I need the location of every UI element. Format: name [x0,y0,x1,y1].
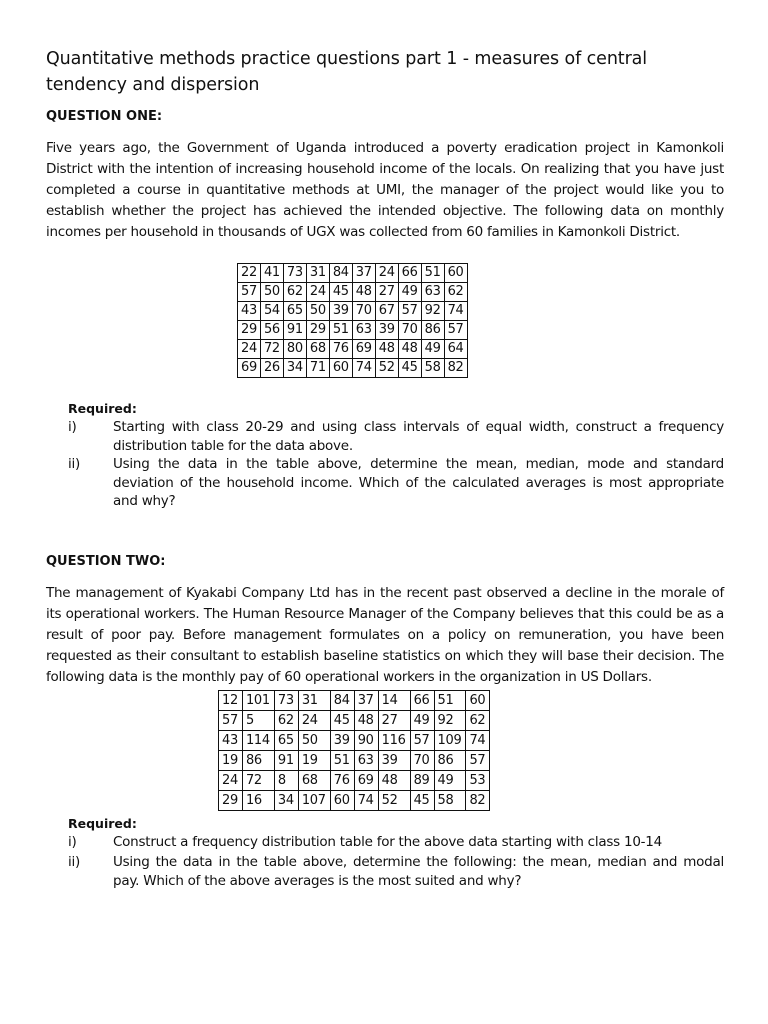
table-cell: 57 [219,710,243,730]
table-cell: 45 [329,283,352,302]
table-row [219,750,490,770]
question-two-requirements [46,833,724,891]
table-cell: 109 [434,730,466,750]
question-one-requirements [46,418,724,511]
table-cell: 31 [298,690,330,710]
table-cell: 60 [444,264,467,283]
requirement-item [46,833,724,852]
table-cell: 45 [330,710,354,730]
table-cell: 56 [260,321,283,340]
table-cell: 54 [260,302,283,321]
table-cell: 73 [283,264,306,283]
table-cell: 69 [352,340,375,359]
table-row [219,690,490,710]
table-cell: 90 [354,730,378,750]
table-cell: 66 [398,264,421,283]
table-cell: 50 [306,302,329,321]
table-cell: 24 [375,264,398,283]
table-cell: 65 [283,302,306,321]
table-cell: 51 [329,321,352,340]
table-cell: 86 [421,321,444,340]
table-cell: 14 [378,690,410,710]
table-cell: 86 [434,750,466,770]
table-cell: 69 [354,770,378,790]
table-cell: 5 [242,710,274,730]
table-row [219,790,490,810]
table-cell: 70 [398,321,421,340]
table-cell: 34 [274,790,298,810]
table-cell: 34 [283,359,306,378]
question-two-heading: QUESTION TWO: [46,553,166,569]
table-cell: 49 [434,770,466,790]
table-cell: 45 [398,359,421,378]
table-cell: 41 [260,264,283,283]
requirement-text: Starting with class 20-29 and using class intervals of equal width, construct a frequency distribution table for the data above. [113,419,724,454]
table-cell: 48 [378,770,410,790]
table-cell: 48 [352,283,375,302]
document-title: Quantitative methods practice questions part 1 - measures of central tendency and dispersion [46,49,648,95]
table-cell: 68 [306,340,329,359]
table-cell: 63 [354,750,378,770]
question-two [46,553,724,891]
table-cell: 39 [378,750,410,770]
table-cell: 12 [219,690,243,710]
table-row [238,264,468,283]
table-cell: 64 [444,340,467,359]
table-cell: 74 [444,302,467,321]
table-cell: 63 [352,321,375,340]
table-cell: 69 [238,359,261,378]
table-cell: 39 [330,730,354,750]
table-cell: 116 [378,730,410,750]
question-one-body: Five years ago, the Government of Uganda introduced a poverty eradication project in Kamonkoli District with the intention of increasing household income of the locals. On realizing that you have just completed a course in quantitative methods at UMI, the manager of the project would like you to establish whether the project has achieved the intended objective. The following data on monthly incomes per household in thousands of UGX was collected from 60 families in Kamonkoli District. [46,140,724,240]
table-cell: 45 [410,790,434,810]
table-cell: 72 [242,770,274,790]
table-cell: 58 [421,359,444,378]
table-cell: 70 [410,750,434,770]
table-cell: 27 [375,283,398,302]
table-cell: 92 [421,302,444,321]
table-cell: 62 [466,710,490,730]
table-cell: 107 [298,790,330,810]
table-cell: 62 [283,283,306,302]
table-cell: 71 [306,359,329,378]
table-cell: 66 [410,690,434,710]
table-cell: 92 [434,710,466,730]
table-cell: 58 [434,790,466,810]
table-cell: 19 [219,750,243,770]
table-cell: 65 [274,730,298,750]
table-cell: 27 [378,710,410,730]
table-cell: 16 [242,790,274,810]
table-cell: 60 [330,790,354,810]
table-cell: 57 [398,302,421,321]
requirement-number: i) [68,833,77,850]
table-cell: 50 [260,283,283,302]
table-cell: 67 [375,302,398,321]
table-row [238,359,468,378]
table-row [219,770,490,790]
table-cell: 50 [298,730,330,750]
table-row [238,302,468,321]
table-row [219,730,490,750]
table-cell: 74 [466,730,490,750]
income-data-table [237,263,468,378]
requirement-number: ii) [68,456,81,472]
table-cell: 60 [329,359,352,378]
table-cell: 76 [329,340,352,359]
table-cell: 51 [434,690,466,710]
table-cell: 101 [242,690,274,710]
table-cell: 62 [274,710,298,730]
table-cell: 57 [444,321,467,340]
table-cell: 70 [352,302,375,321]
table-cell: 29 [219,790,243,810]
table-cell: 48 [375,340,398,359]
requirement-text: Construct a frequency distribution table for the above data starting with class 10-14 [113,833,662,850]
table-cell: 57 [238,283,261,302]
table-cell: 26 [260,359,283,378]
table-cell: 43 [238,302,261,321]
table-cell: 39 [329,302,352,321]
table-cell: 76 [330,770,354,790]
table-cell: 53 [466,770,490,790]
requirement-text: Using the data in the table above, determine the following: the mean, median and modal pay. Which of the above averages is the most suited and why? [113,854,724,889]
table-cell: 62 [444,283,467,302]
table-row [238,340,468,359]
question-one [46,108,724,511]
table-cell: 8 [274,770,298,790]
table-cell: 114 [242,730,274,750]
question-two-body: The management of Kyakabi Company Ltd has in the recent past observed a decline in the morale of its operational workers. The Human Resource Manager of the Company believes that this could be as a result of poor pay. Before management formulates on a policy on remuneration, you have been requested as their consultant to establish baseline statistics on which they will base their decision. The following data is the monthly pay of 60 operational workers in the organization in US Dollars. [46,584,724,685]
table-cell: 49 [398,283,421,302]
table-cell: 48 [398,340,421,359]
requirement-number: i) [68,419,77,435]
table-cell: 60 [466,690,490,710]
table-cell: 57 [466,750,490,770]
document-page [46,46,724,890]
question-one-heading: QUESTION ONE: [46,109,163,124]
table-row [238,283,468,302]
table-cell: 74 [354,790,378,810]
table-cell: 39 [375,321,398,340]
table-cell: 43 [219,730,243,750]
table-cell: 37 [354,690,378,710]
requirement-item [46,455,724,511]
table-cell: 82 [444,359,467,378]
table-cell: 52 [378,790,410,810]
table-cell: 82 [466,790,490,810]
table-cell: 49 [410,710,434,730]
table-cell: 91 [283,321,306,340]
table-cell: 19 [298,750,330,770]
requirement-item [46,418,724,455]
table-cell: 63 [421,283,444,302]
table-cell: 29 [238,321,261,340]
table-cell: 57 [410,730,434,750]
table-cell: 31 [306,264,329,283]
table-row [238,321,468,340]
table-cell: 49 [421,340,444,359]
requirement-number: ii) [68,854,81,870]
pay-data-table [218,690,490,811]
table-cell: 80 [283,340,306,359]
requirement-item [46,853,724,890]
table-cell: 72 [260,340,283,359]
table-cell: 73 [274,690,298,710]
table-cell: 51 [330,750,354,770]
table-row [219,710,490,730]
table-cell: 22 [238,264,261,283]
table-cell: 37 [352,264,375,283]
table-cell: 74 [352,359,375,378]
table-cell: 84 [329,264,352,283]
table-cell: 24 [238,340,261,359]
table-cell: 91 [274,750,298,770]
table-cell: 86 [242,750,274,770]
table-cell: 48 [354,710,378,730]
table-cell: 52 [375,359,398,378]
table-cell: 89 [410,770,434,790]
question-two-required-label: Required: [68,815,137,831]
table-cell: 68 [298,770,330,790]
table-cell: 29 [306,321,329,340]
table-cell: 24 [298,710,330,730]
table-cell: 84 [330,690,354,710]
question-one-required-label: Required: [68,401,137,416]
table-cell: 24 [306,283,329,302]
requirement-text: Using the data in the table above, determine the mean, median, mode and standard deviation of the household income. Which of the calculated averages is most appropriate and why? [113,456,724,509]
table-cell: 51 [421,264,444,283]
table-cell: 24 [219,770,243,790]
